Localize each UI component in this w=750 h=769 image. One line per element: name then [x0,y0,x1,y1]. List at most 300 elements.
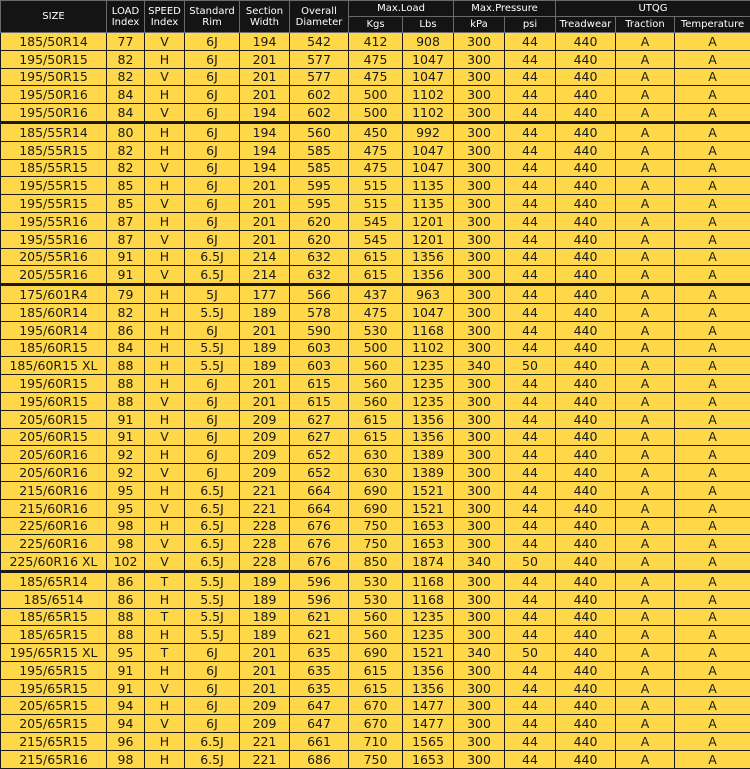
cell-load-index: 84 [107,339,145,357]
cell-speed-index: V [145,33,185,51]
cell-size: 195/65R15 [1,679,107,697]
cell-treadwear: 440 [556,50,616,68]
cell-speed-index: H [145,212,185,230]
cell-traction: A [616,321,675,339]
cell-pressure-psi: 44 [505,464,556,482]
cell-overall-diameter: 577 [290,50,349,68]
cell-treadwear: 440 [556,590,616,608]
cell-pressure-kpa: 340 [454,357,505,375]
cell-overall-diameter: 560 [290,122,349,141]
cell-load-index: 85 [107,195,145,213]
cell-load-index: 82 [107,303,145,321]
cell-max-load-lbs: 1477 [403,715,454,733]
cell-size: 225/60R16 [1,517,107,535]
cell-section-width: 221 [240,750,290,768]
cell-treadwear: 440 [556,177,616,195]
cell-section-width: 194 [240,33,290,51]
cell-load-index: 86 [107,590,145,608]
cell-max-load-lbs: 1047 [403,303,454,321]
cell-pressure-psi: 44 [505,535,556,553]
cell-section-width: 228 [240,517,290,535]
cell-speed-index: V [145,159,185,177]
cell-speed-index: H [145,517,185,535]
cell-treadwear: 440 [556,212,616,230]
cell-pressure-kpa: 300 [454,159,505,177]
cell-pressure-kpa: 300 [454,86,505,104]
cell-treadwear: 440 [556,392,616,410]
cell-pressure-psi: 50 [505,644,556,662]
cell-max-load-lbs: 1047 [403,68,454,86]
cell-section-width: 221 [240,481,290,499]
cell-max-load-kgs: 615 [349,428,403,446]
cell-overall-diameter: 627 [290,428,349,446]
table-row [1,644,750,662]
table-row [1,392,750,410]
table-row [1,553,750,572]
header-traction: Traction [616,17,675,33]
cell-speed-index: V [145,392,185,410]
table-row [1,104,750,123]
cell-section-width: 201 [240,661,290,679]
cell-section-width: 177 [240,285,290,304]
cell-max-load-lbs: 1102 [403,104,454,123]
cell-pressure-kpa: 300 [454,195,505,213]
cell-max-load-lbs: 1521 [403,644,454,662]
cell-pressure-psi: 44 [505,428,556,446]
cell-overall-diameter: 615 [290,392,349,410]
cell-size: 205/60R15 [1,410,107,428]
cell-traction: A [616,122,675,141]
cell-treadwear: 440 [556,626,616,644]
cell-overall-diameter: 635 [290,679,349,697]
cell-rim: 6J [185,644,240,662]
cell-temperature: A [675,715,750,733]
cell-max-load-kgs: 560 [349,392,403,410]
cell-load-index: 82 [107,50,145,68]
cell-max-load-lbs: 908 [403,33,454,51]
cell-pressure-psi: 44 [505,177,556,195]
cell-rim: 6J [185,86,240,104]
cell-temperature: A [675,122,750,141]
cell-speed-index: H [145,626,185,644]
cell-rim: 6J [185,321,240,339]
cell-pressure-kpa: 300 [454,446,505,464]
cell-temperature: A [675,392,750,410]
cell-pressure-psi: 44 [505,571,556,590]
cell-temperature: A [675,410,750,428]
cell-pressure-kpa: 300 [454,517,505,535]
cell-size: 185/60R14 [1,303,107,321]
cell-pressure-psi: 44 [505,248,556,266]
cell-max-load-kgs: 450 [349,122,403,141]
cell-rim: 6J [185,446,240,464]
cell-speed-index: H [145,177,185,195]
cell-traction: A [616,697,675,715]
cell-section-width: 201 [240,230,290,248]
cell-load-index: 86 [107,571,145,590]
cell-rim: 6J [185,33,240,51]
cell-pressure-kpa: 300 [454,141,505,159]
cell-pressure-kpa: 300 [454,715,505,733]
cell-overall-diameter: 603 [290,339,349,357]
cell-treadwear: 440 [556,339,616,357]
cell-speed-index: H [145,481,185,499]
table-row [1,464,750,482]
cell-max-load-lbs: 1521 [403,499,454,517]
cell-pressure-psi: 44 [505,499,556,517]
cell-treadwear: 440 [556,553,616,572]
cell-section-width: 189 [240,571,290,590]
cell-max-load-kgs: 630 [349,464,403,482]
cell-size: 195/55R15 [1,195,107,213]
cell-load-index: 84 [107,104,145,123]
cell-max-load-lbs: 1653 [403,535,454,553]
cell-load-index: 91 [107,679,145,697]
cell-overall-diameter: 620 [290,212,349,230]
cell-max-load-lbs: 1235 [403,357,454,375]
cell-rim: 6J [185,141,240,159]
cell-rim: 5.5J [185,339,240,357]
cell-rim: 6J [185,410,240,428]
cell-pressure-psi: 44 [505,195,556,213]
table-row [1,339,750,357]
cell-load-index: 91 [107,661,145,679]
header-size: SIZE [1,1,107,33]
cell-overall-diameter: 621 [290,608,349,626]
cell-overall-diameter: 590 [290,321,349,339]
cell-size: 185/55R15 [1,141,107,159]
cell-max-load-kgs: 630 [349,446,403,464]
cell-treadwear: 440 [556,750,616,768]
cell-max-load-kgs: 530 [349,321,403,339]
cell-traction: A [616,750,675,768]
cell-overall-diameter: 676 [290,535,349,553]
cell-pressure-psi: 44 [505,303,556,321]
table-row [1,195,750,213]
cell-rim: 6J [185,177,240,195]
cell-max-load-lbs: 1168 [403,590,454,608]
cell-pressure-kpa: 300 [454,679,505,697]
cell-max-load-kgs: 615 [349,661,403,679]
cell-max-load-kgs: 560 [349,626,403,644]
cell-speed-index: H [145,141,185,159]
cell-max-load-kgs: 615 [349,410,403,428]
cell-pressure-kpa: 300 [454,375,505,393]
cell-pressure-psi: 44 [505,122,556,141]
cell-overall-diameter: 596 [290,571,349,590]
cell-pressure-kpa: 300 [454,285,505,304]
cell-treadwear: 440 [556,697,616,715]
table-row [1,321,750,339]
cell-size: 205/65R15 [1,715,107,733]
cell-overall-diameter: 595 [290,177,349,195]
cell-pressure-kpa: 300 [454,626,505,644]
cell-max-load-lbs: 963 [403,285,454,304]
cell-section-width: 209 [240,446,290,464]
cell-temperature: A [675,303,750,321]
cell-size: 205/55R16 [1,248,107,266]
cell-overall-diameter: 578 [290,303,349,321]
cell-overall-diameter: 632 [290,248,349,266]
cell-temperature: A [675,321,750,339]
cell-speed-index: V [145,68,185,86]
cell-rim: 5.5J [185,608,240,626]
cell-size: 195/65R15 [1,661,107,679]
cell-temperature: A [675,339,750,357]
cell-traction: A [616,104,675,123]
cell-max-load-kgs: 475 [349,68,403,86]
cell-pressure-psi: 44 [505,266,556,285]
table-row [1,661,750,679]
cell-pressure-psi: 44 [505,339,556,357]
cell-traction: A [616,33,675,51]
cell-pressure-psi: 44 [505,410,556,428]
table-row [1,33,750,51]
cell-pressure-psi: 44 [505,86,556,104]
cell-traction: A [616,679,675,697]
cell-size: 185/55R15 [1,159,107,177]
cell-max-load-kgs: 475 [349,50,403,68]
cell-size: 215/65R16 [1,750,107,768]
cell-rim: 5.5J [185,626,240,644]
cell-rim: 5.5J [185,590,240,608]
cell-temperature: A [675,285,750,304]
cell-treadwear: 440 [556,104,616,123]
table-row [1,230,750,248]
cell-treadwear: 440 [556,248,616,266]
cell-speed-index: H [145,750,185,768]
cell-treadwear: 440 [556,715,616,733]
cell-load-index: 86 [107,321,145,339]
cell-load-index: 80 [107,122,145,141]
cell-pressure-kpa: 300 [454,464,505,482]
cell-max-load-kgs: 560 [349,608,403,626]
cell-load-index: 95 [107,644,145,662]
cell-rim: 6.5J [185,517,240,535]
cell-section-width: 201 [240,86,290,104]
cell-rim: 5J [185,285,240,304]
cell-temperature: A [675,104,750,123]
cell-temperature: A [675,499,750,517]
cell-size: 205/60R16 [1,464,107,482]
cell-pressure-psi: 44 [505,517,556,535]
cell-speed-index: H [145,86,185,104]
cell-overall-diameter: 686 [290,750,349,768]
cell-max-load-lbs: 1356 [403,410,454,428]
cell-max-load-kgs: 690 [349,644,403,662]
cell-temperature: A [675,750,750,768]
table-row [1,375,750,393]
cell-treadwear: 440 [556,266,616,285]
cell-traction: A [616,177,675,195]
cell-treadwear: 440 [556,321,616,339]
cell-traction: A [616,517,675,535]
cell-rim: 6.5J [185,535,240,553]
cell-max-load-lbs: 1102 [403,86,454,104]
table-row [1,446,750,464]
cell-rim: 5.5J [185,571,240,590]
cell-speed-index: V [145,715,185,733]
table-row [1,141,750,159]
cell-section-width: 189 [240,303,290,321]
cell-load-index: 98 [107,517,145,535]
cell-treadwear: 440 [556,357,616,375]
cell-speed-index: V [145,535,185,553]
cell-pressure-kpa: 300 [454,248,505,266]
header-kgs: Kgs [349,17,403,33]
cell-traction: A [616,626,675,644]
cell-pressure-kpa: 300 [454,750,505,768]
table-row [1,499,750,517]
header-lbs: Lbs [403,17,454,33]
cell-max-load-lbs: 1235 [403,392,454,410]
cell-pressure-kpa: 300 [454,266,505,285]
cell-pressure-psi: 44 [505,661,556,679]
cell-pressure-psi: 44 [505,159,556,177]
cell-max-load-kgs: 545 [349,230,403,248]
cell-load-index: 87 [107,212,145,230]
cell-section-width: 189 [240,590,290,608]
cell-treadwear: 440 [556,446,616,464]
cell-treadwear: 440 [556,230,616,248]
cell-traction: A [616,733,675,751]
cell-speed-index: V [145,553,185,572]
cell-section-width: 201 [240,644,290,662]
cell-traction: A [616,608,675,626]
cell-pressure-kpa: 300 [454,177,505,195]
cell-section-width: 228 [240,535,290,553]
cell-size: 195/50R16 [1,86,107,104]
cell-max-load-lbs: 1389 [403,464,454,482]
cell-speed-index: V [145,428,185,446]
cell-max-load-kgs: 690 [349,499,403,517]
cell-max-load-kgs: 615 [349,266,403,285]
cell-temperature: A [675,230,750,248]
cell-rim: 6J [185,195,240,213]
cell-max-load-lbs: 1389 [403,446,454,464]
cell-traction: A [616,141,675,159]
cell-pressure-kpa: 340 [454,644,505,662]
cell-size: 205/65R15 [1,697,107,715]
cell-pressure-psi: 44 [505,481,556,499]
cell-pressure-kpa: 300 [454,122,505,141]
cell-treadwear: 440 [556,481,616,499]
cell-section-width: 209 [240,464,290,482]
cell-traction: A [616,285,675,304]
cell-max-load-kgs: 412 [349,33,403,51]
cell-load-index: 88 [107,392,145,410]
cell-pressure-kpa: 300 [454,68,505,86]
cell-max-load-kgs: 515 [349,195,403,213]
cell-max-load-kgs: 850 [349,553,403,572]
cell-load-index: 94 [107,715,145,733]
cell-size: 195/60R14 [1,321,107,339]
cell-treadwear: 440 [556,661,616,679]
cell-pressure-kpa: 300 [454,428,505,446]
cell-overall-diameter: 566 [290,285,349,304]
cell-max-load-lbs: 1565 [403,733,454,751]
cell-max-load-lbs: 1356 [403,266,454,285]
cell-treadwear: 440 [556,285,616,304]
cell-max-load-lbs: 992 [403,122,454,141]
cell-temperature: A [675,177,750,195]
cell-size: 185/55R14 [1,122,107,141]
cell-rim: 6J [185,464,240,482]
cell-max-load-lbs: 1235 [403,608,454,626]
cell-overall-diameter: 661 [290,733,349,751]
cell-traction: A [616,446,675,464]
cell-temperature: A [675,33,750,51]
cell-load-index: 88 [107,357,145,375]
cell-treadwear: 440 [556,195,616,213]
cell-rim: 6J [185,679,240,697]
cell-treadwear: 440 [556,86,616,104]
cell-temperature: A [675,86,750,104]
table-row [1,608,750,626]
cell-traction: A [616,357,675,375]
cell-speed-index: H [145,303,185,321]
cell-treadwear: 440 [556,608,616,626]
cell-max-load-kgs: 500 [349,339,403,357]
cell-rim: 6J [185,697,240,715]
table-row [1,517,750,535]
cell-max-load-lbs: 1235 [403,626,454,644]
cell-pressure-psi: 44 [505,715,556,733]
table-row [1,733,750,751]
cell-section-width: 209 [240,410,290,428]
cell-rim: 5.5J [185,303,240,321]
cell-speed-index: H [145,285,185,304]
cell-speed-index: H [145,321,185,339]
cell-pressure-kpa: 300 [454,590,505,608]
cell-pressure-psi: 44 [505,608,556,626]
cell-max-load-lbs: 1102 [403,339,454,357]
table-row [1,266,750,285]
cell-section-width: 201 [240,321,290,339]
cell-pressure-kpa: 300 [454,392,505,410]
table-header [1,1,750,33]
cell-temperature: A [675,697,750,715]
cell-load-index: 79 [107,285,145,304]
cell-max-load-kgs: 690 [349,481,403,499]
cell-traction: A [616,499,675,517]
cell-size: 195/50R16 [1,104,107,123]
cell-section-width: 201 [240,679,290,697]
cell-treadwear: 440 [556,733,616,751]
cell-max-load-lbs: 1356 [403,679,454,697]
cell-traction: A [616,159,675,177]
cell-max-load-lbs: 1168 [403,321,454,339]
cell-size: 195/60R15 [1,375,107,393]
cell-temperature: A [675,626,750,644]
cell-overall-diameter: 585 [290,141,349,159]
table-row [1,697,750,715]
cell-section-width: 209 [240,428,290,446]
cell-max-load-lbs: 1477 [403,697,454,715]
cell-temperature: A [675,428,750,446]
cell-rim: 6.5J [185,481,240,499]
cell-size: 205/60R15 [1,428,107,446]
cell-section-width: 201 [240,375,290,393]
cell-max-load-kgs: 475 [349,159,403,177]
cell-section-width: 214 [240,248,290,266]
cell-overall-diameter: 632 [290,266,349,285]
cell-section-width: 201 [240,68,290,86]
cell-max-load-kgs: 475 [349,141,403,159]
cell-max-load-lbs: 1356 [403,428,454,446]
cell-speed-index: T [145,608,185,626]
cell-max-load-kgs: 500 [349,86,403,104]
